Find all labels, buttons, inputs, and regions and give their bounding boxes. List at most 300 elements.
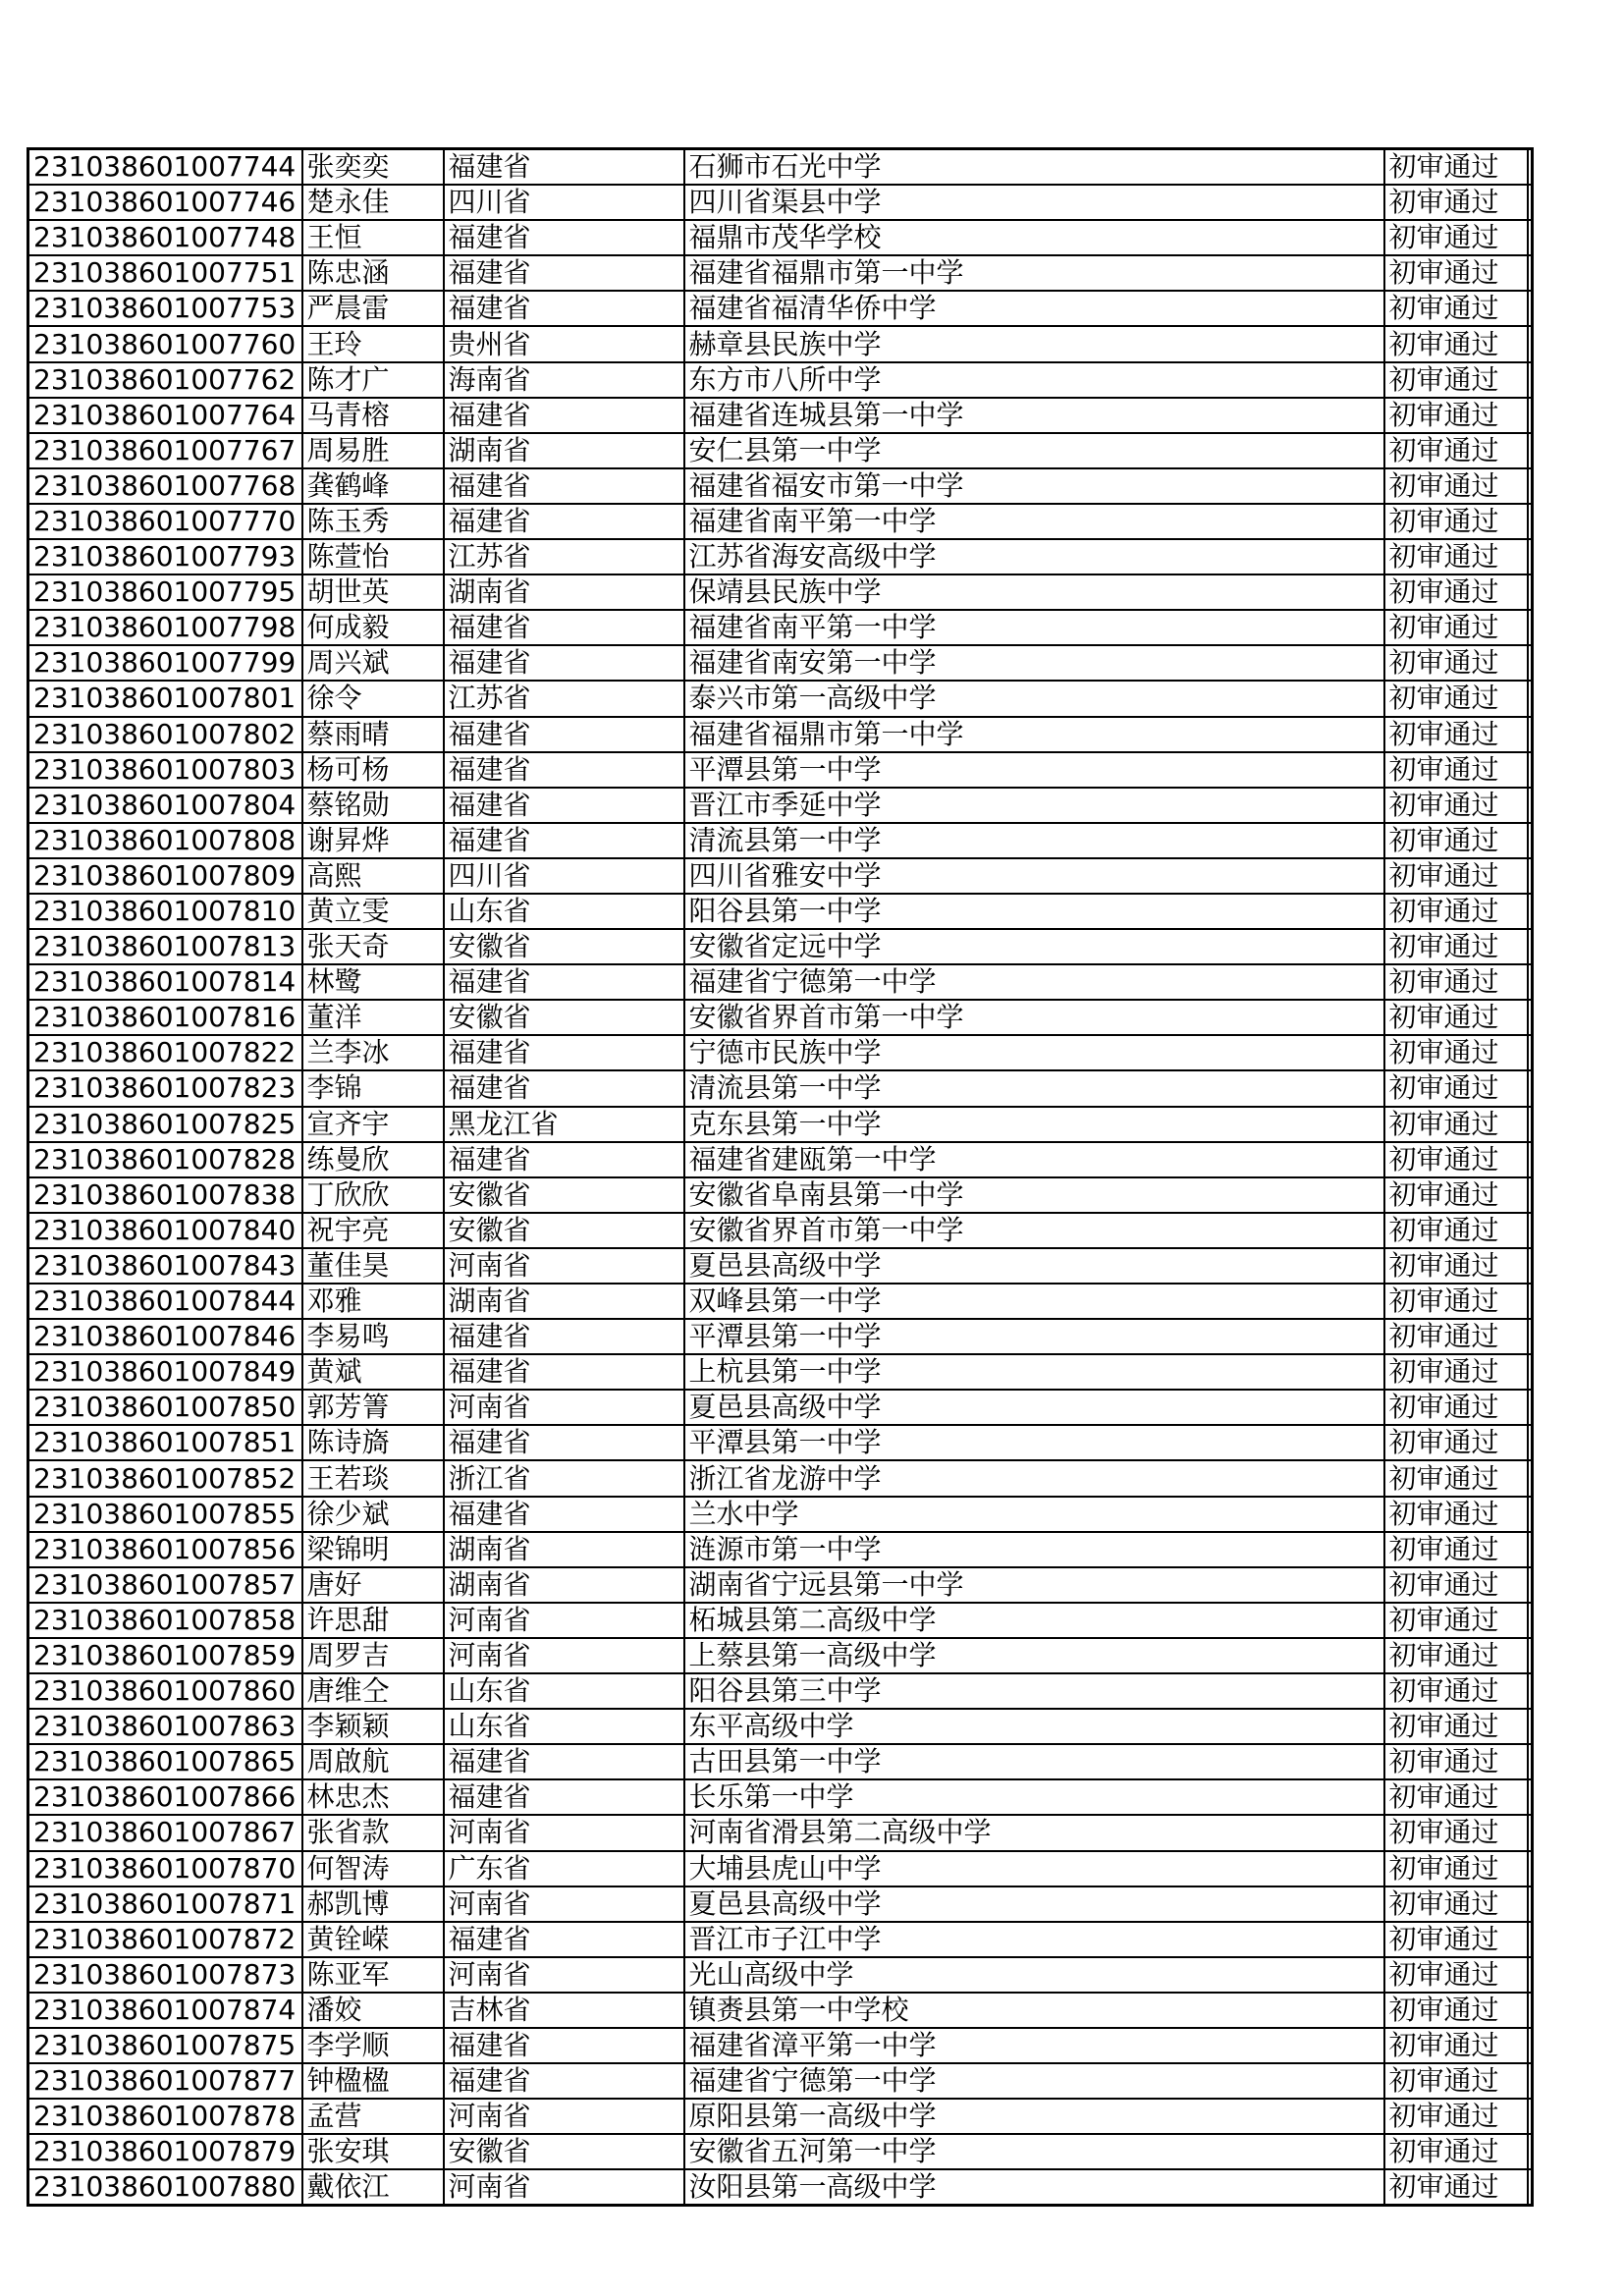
registration-number-cell: 231038601007802 bbox=[28, 717, 302, 752]
school-cell: 镇赉县第一中学校 bbox=[684, 1993, 1384, 2028]
table-row bbox=[28, 1035, 1533, 1070]
table-row bbox=[28, 1177, 1533, 1213]
status-cell: 初审通过 bbox=[1384, 1497, 1528, 1532]
status-cell: 初审通过 bbox=[1384, 574, 1528, 610]
blank-cell bbox=[1528, 717, 1533, 752]
name-cell: 黄铨嵘 bbox=[302, 1922, 444, 1957]
province-cell: 河南省 bbox=[444, 1638, 684, 1673]
province-cell: 河南省 bbox=[444, 1390, 684, 1425]
registration-number-cell: 231038601007795 bbox=[28, 574, 302, 610]
table-row bbox=[28, 1000, 1533, 1035]
table-row bbox=[28, 2134, 1533, 2169]
table-row bbox=[28, 2028, 1533, 2063]
province-cell: 四川省 bbox=[444, 185, 684, 220]
registration-number-cell: 231038601007760 bbox=[28, 326, 302, 361]
status-cell: 初审通过 bbox=[1384, 823, 1528, 858]
table-row bbox=[28, 1142, 1533, 1177]
table-row bbox=[28, 1532, 1533, 1567]
blank-cell bbox=[1528, 1957, 1533, 1993]
school-cell: 石狮市石光中学 bbox=[684, 149, 1384, 186]
status-cell: 初审通过 bbox=[1384, 1567, 1528, 1603]
table-row bbox=[28, 858, 1533, 894]
table-row bbox=[28, 362, 1533, 398]
table-row bbox=[28, 1319, 1533, 1354]
name-cell: 李颖颖 bbox=[302, 1709, 444, 1744]
blank-cell bbox=[1528, 1460, 1533, 1496]
school-cell: 浙江省龙游中学 bbox=[684, 1460, 1384, 1496]
table-row bbox=[28, 717, 1533, 752]
table-row bbox=[28, 610, 1533, 645]
registration-number-cell: 231038601007793 bbox=[28, 539, 302, 574]
school-cell: 泰兴市第一高级中学 bbox=[684, 681, 1384, 716]
name-cell: 陈诗旖 bbox=[302, 1425, 444, 1460]
name-cell: 陈萱怡 bbox=[302, 539, 444, 574]
blank-cell bbox=[1528, 433, 1533, 468]
blank-cell bbox=[1528, 1035, 1533, 1070]
status-cell: 初审通过 bbox=[1384, 2028, 1528, 2063]
registration-number-cell: 231038601007816 bbox=[28, 1000, 302, 1035]
blank-cell bbox=[1528, 398, 1533, 433]
registration-number-cell: 231038601007798 bbox=[28, 610, 302, 645]
name-cell: 徐少斌 bbox=[302, 1497, 444, 1532]
registration-number-cell: 231038601007803 bbox=[28, 752, 302, 788]
name-cell: 许思甜 bbox=[302, 1603, 444, 1638]
blank-cell bbox=[1528, 2099, 1533, 2134]
school-cell: 阳谷县第三中学 bbox=[684, 1673, 1384, 1709]
school-cell: 湖南省宁远县第一中学 bbox=[684, 1567, 1384, 1603]
blank-cell bbox=[1528, 1851, 1533, 1886]
blank-cell bbox=[1528, 1886, 1533, 1922]
registration-number-cell: 231038601007767 bbox=[28, 433, 302, 468]
blank-cell bbox=[1528, 1070, 1533, 1106]
table-row bbox=[28, 1886, 1533, 1922]
province-cell: 福建省 bbox=[444, 1425, 684, 1460]
blank-cell bbox=[1528, 1497, 1533, 1532]
school-cell: 福鼎市茂华学校 bbox=[684, 220, 1384, 255]
name-cell: 邓雅 bbox=[302, 1284, 444, 1319]
name-cell: 何智涛 bbox=[302, 1851, 444, 1886]
name-cell: 高熙 bbox=[302, 858, 444, 894]
school-cell: 福建省南安第一中学 bbox=[684, 645, 1384, 681]
table-row bbox=[28, 185, 1533, 220]
school-cell: 四川省渠县中学 bbox=[684, 185, 1384, 220]
registration-number-cell: 231038601007857 bbox=[28, 1567, 302, 1603]
province-cell: 福建省 bbox=[444, 788, 684, 823]
status-cell: 初审通过 bbox=[1384, 1354, 1528, 1390]
registration-number-cell: 231038601007846 bbox=[28, 1319, 302, 1354]
registration-number-cell: 231038601007825 bbox=[28, 1107, 302, 1142]
name-cell: 黄斌 bbox=[302, 1354, 444, 1390]
name-cell: 谢昇烨 bbox=[302, 823, 444, 858]
name-cell: 何成毅 bbox=[302, 610, 444, 645]
province-cell: 福建省 bbox=[444, 717, 684, 752]
registration-number-cell: 231038601007801 bbox=[28, 681, 302, 716]
province-cell: 福建省 bbox=[444, 255, 684, 291]
school-cell: 福建省福鼎市第一中学 bbox=[684, 717, 1384, 752]
table-row bbox=[28, 1815, 1533, 1850]
registration-number-cell: 231038601007875 bbox=[28, 2028, 302, 2063]
registration-number-cell: 231038601007828 bbox=[28, 1142, 302, 1177]
table-row bbox=[28, 894, 1533, 929]
school-cell: 柘城县第二高级中学 bbox=[684, 1603, 1384, 1638]
province-cell: 福建省 bbox=[444, 398, 684, 433]
school-cell: 福建省连城县第一中学 bbox=[684, 398, 1384, 433]
province-cell: 福建省 bbox=[444, 1142, 684, 1177]
name-cell: 董佳昊 bbox=[302, 1248, 444, 1284]
table-row bbox=[28, 291, 1533, 326]
name-cell: 胡世英 bbox=[302, 574, 444, 610]
school-cell: 安徽省五河第一中学 bbox=[684, 2134, 1384, 2169]
province-cell: 福建省 bbox=[444, 1035, 684, 1070]
school-cell: 夏邑县高级中学 bbox=[684, 1390, 1384, 1425]
name-cell: 戴依江 bbox=[302, 2169, 444, 2206]
province-cell: 福建省 bbox=[444, 823, 684, 858]
blank-cell bbox=[1528, 1673, 1533, 1709]
name-cell: 马青榕 bbox=[302, 398, 444, 433]
province-cell: 山东省 bbox=[444, 894, 684, 929]
registration-number-cell: 231038601007872 bbox=[28, 1922, 302, 1957]
table-row bbox=[28, 1070, 1533, 1106]
blank-cell bbox=[1528, 149, 1533, 186]
name-cell: 周罗吉 bbox=[302, 1638, 444, 1673]
school-cell: 长乐第一中学 bbox=[684, 1779, 1384, 1815]
table-row bbox=[28, 326, 1533, 361]
registration-number-cell: 231038601007748 bbox=[28, 220, 302, 255]
registration-number-cell: 231038601007753 bbox=[28, 291, 302, 326]
school-cell: 古田县第一中学 bbox=[684, 1744, 1384, 1779]
registration-number-cell: 231038601007856 bbox=[28, 1532, 302, 1567]
blank-cell bbox=[1528, 610, 1533, 645]
registration-number-cell: 231038601007860 bbox=[28, 1673, 302, 1709]
province-cell: 福建省 bbox=[444, 1744, 684, 1779]
school-cell: 晋江市季延中学 bbox=[684, 788, 1384, 823]
table-row bbox=[28, 1248, 1533, 1284]
school-cell: 汝阳县第一高级中学 bbox=[684, 2169, 1384, 2206]
blank-cell bbox=[1528, 1319, 1533, 1354]
status-cell: 初审通过 bbox=[1384, 2099, 1528, 2134]
province-cell: 浙江省 bbox=[444, 1460, 684, 1496]
province-cell: 河南省 bbox=[444, 1603, 684, 1638]
name-cell: 丁欣欣 bbox=[302, 1177, 444, 1213]
school-cell: 清流县第一中学 bbox=[684, 1070, 1384, 1106]
registration-number-cell: 231038601007871 bbox=[28, 1886, 302, 1922]
province-cell: 河南省 bbox=[444, 1248, 684, 1284]
name-cell: 张省款 bbox=[302, 1815, 444, 1850]
name-cell: 黄立雯 bbox=[302, 894, 444, 929]
school-cell: 河南省滑县第二高级中学 bbox=[684, 1815, 1384, 1850]
province-cell: 山东省 bbox=[444, 1673, 684, 1709]
table-row bbox=[28, 2169, 1533, 2206]
school-cell: 克东县第一中学 bbox=[684, 1107, 1384, 1142]
province-cell: 广东省 bbox=[444, 1851, 684, 1886]
table-row bbox=[28, 2063, 1533, 2099]
school-cell: 福建省漳平第一中学 bbox=[684, 2028, 1384, 2063]
status-cell: 初审通过 bbox=[1384, 255, 1528, 291]
table-row bbox=[28, 1603, 1533, 1638]
registration-number-cell: 231038601007859 bbox=[28, 1638, 302, 1673]
school-cell: 福建省福安市第一中学 bbox=[684, 468, 1384, 504]
name-cell: 林忠杰 bbox=[302, 1779, 444, 1815]
name-cell: 唐维仝 bbox=[302, 1673, 444, 1709]
blank-cell bbox=[1528, 1177, 1533, 1213]
province-cell: 贵州省 bbox=[444, 326, 684, 361]
blank-cell bbox=[1528, 1248, 1533, 1284]
table-row bbox=[28, 1851, 1533, 1886]
province-cell: 福建省 bbox=[444, 291, 684, 326]
blank-cell bbox=[1528, 1779, 1533, 1815]
school-cell: 上蔡县第一高级中学 bbox=[684, 1638, 1384, 1673]
blank-cell bbox=[1528, 185, 1533, 220]
status-cell: 初审通过 bbox=[1384, 468, 1528, 504]
blank-cell bbox=[1528, 1142, 1533, 1177]
status-cell: 初审通过 bbox=[1384, 1213, 1528, 1248]
province-cell: 湖南省 bbox=[444, 1532, 684, 1567]
name-cell: 祝宇亮 bbox=[302, 1213, 444, 1248]
registration-number-cell: 231038601007822 bbox=[28, 1035, 302, 1070]
blank-cell bbox=[1528, 362, 1533, 398]
name-cell: 张奕奕 bbox=[302, 149, 444, 186]
school-cell: 福建省宁德第一中学 bbox=[684, 2063, 1384, 2099]
school-cell: 福建省福清华侨中学 bbox=[684, 291, 1384, 326]
blank-cell bbox=[1528, 255, 1533, 291]
status-cell: 初审通过 bbox=[1384, 291, 1528, 326]
table-row bbox=[28, 2099, 1533, 2134]
status-cell: 初审通过 bbox=[1384, 894, 1528, 929]
province-cell: 湖南省 bbox=[444, 433, 684, 468]
province-cell: 海南省 bbox=[444, 362, 684, 398]
registration-number-cell: 231038601007878 bbox=[28, 2099, 302, 2134]
school-cell: 福建省宁德第一中学 bbox=[684, 964, 1384, 1000]
province-cell: 福建省 bbox=[444, 2063, 684, 2099]
table-row bbox=[28, 398, 1533, 433]
status-cell: 初审通过 bbox=[1384, 788, 1528, 823]
blank-cell bbox=[1528, 964, 1533, 1000]
province-cell: 湖南省 bbox=[444, 1567, 684, 1603]
name-cell: 周兴斌 bbox=[302, 645, 444, 681]
table-row bbox=[28, 1284, 1533, 1319]
table-row bbox=[28, 255, 1533, 291]
province-cell: 四川省 bbox=[444, 858, 684, 894]
registration-number-cell: 231038601007879 bbox=[28, 2134, 302, 2169]
name-cell: 郭芳箐 bbox=[302, 1390, 444, 1425]
blank-cell bbox=[1528, 929, 1533, 964]
status-cell: 初审通过 bbox=[1384, 1177, 1528, 1213]
status-cell: 初审通过 bbox=[1384, 2169, 1528, 2206]
status-cell: 初审通过 bbox=[1384, 1142, 1528, 1177]
table-row bbox=[28, 929, 1533, 964]
status-cell: 初审通过 bbox=[1384, 1070, 1528, 1106]
school-cell: 光山高级中学 bbox=[684, 1957, 1384, 1993]
registration-number-cell: 231038601007762 bbox=[28, 362, 302, 398]
blank-cell bbox=[1528, 1532, 1533, 1567]
province-cell: 安徽省 bbox=[444, 1213, 684, 1248]
registration-number-cell: 231038601007843 bbox=[28, 1248, 302, 1284]
table-row bbox=[28, 1673, 1533, 1709]
province-cell: 河南省 bbox=[444, 2169, 684, 2206]
school-cell: 宁德市民族中学 bbox=[684, 1035, 1384, 1070]
status-cell: 初审通过 bbox=[1384, 645, 1528, 681]
school-cell: 安徽省界首市第一中学 bbox=[684, 1000, 1384, 1035]
status-cell: 初审通过 bbox=[1384, 398, 1528, 433]
blank-cell bbox=[1528, 468, 1533, 504]
name-cell: 陈亚军 bbox=[302, 1957, 444, 1993]
blank-cell bbox=[1528, 681, 1533, 716]
table-row bbox=[28, 1638, 1533, 1673]
province-cell: 吉林省 bbox=[444, 1993, 684, 2028]
province-cell: 福建省 bbox=[444, 1070, 684, 1106]
name-cell: 王玲 bbox=[302, 326, 444, 361]
blank-cell bbox=[1528, 2169, 1533, 2206]
status-cell: 初审通过 bbox=[1384, 1815, 1528, 1850]
province-cell: 安徽省 bbox=[444, 1000, 684, 1035]
status-cell: 初审通过 bbox=[1384, 433, 1528, 468]
table-row bbox=[28, 468, 1533, 504]
province-cell: 江苏省 bbox=[444, 681, 684, 716]
name-cell: 王恒 bbox=[302, 220, 444, 255]
blank-cell bbox=[1528, 752, 1533, 788]
school-cell: 安徽省阜南县第一中学 bbox=[684, 1177, 1384, 1213]
school-cell: 江苏省海安高级中学 bbox=[684, 539, 1384, 574]
school-cell: 平潭县第一中学 bbox=[684, 1319, 1384, 1354]
school-cell: 福建省南平第一中学 bbox=[684, 504, 1384, 539]
status-cell: 初审通过 bbox=[1384, 1993, 1528, 2028]
school-cell: 双峰县第一中学 bbox=[684, 1284, 1384, 1319]
school-cell: 平潭县第一中学 bbox=[684, 752, 1384, 788]
school-cell: 福建省福鼎市第一中学 bbox=[684, 255, 1384, 291]
name-cell: 潘姣 bbox=[302, 1993, 444, 2028]
school-cell: 阳谷县第一中学 bbox=[684, 894, 1384, 929]
blank-cell bbox=[1528, 1603, 1533, 1638]
status-cell: 初审通过 bbox=[1384, 1638, 1528, 1673]
status-cell: 初审通过 bbox=[1384, 1460, 1528, 1496]
registration-number-cell: 231038601007865 bbox=[28, 1744, 302, 1779]
table-row bbox=[28, 1779, 1533, 1815]
blank-cell bbox=[1528, 1425, 1533, 1460]
status-cell: 初审通过 bbox=[1384, 1673, 1528, 1709]
table-row bbox=[28, 1213, 1533, 1248]
table-row bbox=[28, 964, 1533, 1000]
registration-number-cell: 231038601007850 bbox=[28, 1390, 302, 1425]
registration-number-cell: 231038601007855 bbox=[28, 1497, 302, 1532]
name-cell: 龚鹤峰 bbox=[302, 468, 444, 504]
blank-cell bbox=[1528, 1922, 1533, 1957]
name-cell: 蔡雨晴 bbox=[302, 717, 444, 752]
school-cell: 兰水中学 bbox=[684, 1497, 1384, 1532]
table-row bbox=[28, 1497, 1533, 1532]
table-row bbox=[28, 1922, 1533, 1957]
province-cell: 黑龙江省 bbox=[444, 1107, 684, 1142]
registration-number-cell: 231038601007751 bbox=[28, 255, 302, 291]
status-cell: 初审通过 bbox=[1384, 1886, 1528, 1922]
results-table bbox=[27, 147, 1534, 2207]
status-cell: 初审通过 bbox=[1384, 1744, 1528, 1779]
province-cell: 湖南省 bbox=[444, 574, 684, 610]
status-cell: 初审通过 bbox=[1384, 539, 1528, 574]
blank-cell bbox=[1528, 1709, 1533, 1744]
registration-number-cell: 231038601007877 bbox=[28, 2063, 302, 2099]
name-cell: 张天奇 bbox=[302, 929, 444, 964]
blank-cell bbox=[1528, 1000, 1533, 1035]
registration-number-cell: 231038601007808 bbox=[28, 823, 302, 858]
status-cell: 初审通过 bbox=[1384, 610, 1528, 645]
province-cell: 福建省 bbox=[444, 468, 684, 504]
province-cell: 安徽省 bbox=[444, 2134, 684, 2169]
registration-number-cell: 231038601007874 bbox=[28, 1993, 302, 2028]
blank-cell bbox=[1528, 1390, 1533, 1425]
name-cell: 唐好 bbox=[302, 1567, 444, 1603]
status-cell: 初审通过 bbox=[1384, 1532, 1528, 1567]
name-cell: 杨可杨 bbox=[302, 752, 444, 788]
school-cell: 安徽省定远中学 bbox=[684, 929, 1384, 964]
status-cell: 初审通过 bbox=[1384, 1000, 1528, 1035]
province-cell: 福建省 bbox=[444, 645, 684, 681]
registration-number-cell: 231038601007880 bbox=[28, 2169, 302, 2206]
name-cell: 郝凯博 bbox=[302, 1886, 444, 1922]
table-row bbox=[28, 1354, 1533, 1390]
province-cell: 福建省 bbox=[444, 752, 684, 788]
status-cell: 初审通过 bbox=[1384, 2134, 1528, 2169]
name-cell: 李锦 bbox=[302, 1070, 444, 1106]
registration-number-cell: 231038601007804 bbox=[28, 788, 302, 823]
name-cell: 钟楹楹 bbox=[302, 2063, 444, 2099]
province-cell: 福建省 bbox=[444, 220, 684, 255]
registration-number-cell: 231038601007764 bbox=[28, 398, 302, 433]
school-cell: 晋江市子江中学 bbox=[684, 1922, 1384, 1957]
registration-number-cell: 231038601007810 bbox=[28, 894, 302, 929]
status-cell: 初审通过 bbox=[1384, 1957, 1528, 1993]
name-cell: 徐令 bbox=[302, 681, 444, 716]
blank-cell bbox=[1528, 1638, 1533, 1673]
school-cell: 福建省南平第一中学 bbox=[684, 610, 1384, 645]
province-cell: 河南省 bbox=[444, 2099, 684, 2134]
status-cell: 初审通过 bbox=[1384, 1922, 1528, 1957]
blank-cell bbox=[1528, 326, 1533, 361]
school-cell: 夏邑县高级中学 bbox=[684, 1248, 1384, 1284]
name-cell: 周易胜 bbox=[302, 433, 444, 468]
school-cell: 原阳县第一高级中学 bbox=[684, 2099, 1384, 2134]
name-cell: 严晨雷 bbox=[302, 291, 444, 326]
blank-cell bbox=[1528, 1993, 1533, 2028]
province-cell: 安徽省 bbox=[444, 929, 684, 964]
province-cell: 河南省 bbox=[444, 1886, 684, 1922]
name-cell: 孟营 bbox=[302, 2099, 444, 2134]
blank-cell bbox=[1528, 1744, 1533, 1779]
name-cell: 蔡铭勋 bbox=[302, 788, 444, 823]
name-cell: 陈玉秀 bbox=[302, 504, 444, 539]
province-cell: 河南省 bbox=[444, 1815, 684, 1850]
blank-cell bbox=[1528, 858, 1533, 894]
name-cell: 兰李冰 bbox=[302, 1035, 444, 1070]
province-cell: 福建省 bbox=[444, 504, 684, 539]
name-cell: 董洋 bbox=[302, 1000, 444, 1035]
registration-number-cell: 231038601007814 bbox=[28, 964, 302, 1000]
name-cell: 宣齐宇 bbox=[302, 1107, 444, 1142]
name-cell: 林鹭 bbox=[302, 964, 444, 1000]
registration-number-cell: 231038601007799 bbox=[28, 645, 302, 681]
province-cell: 福建省 bbox=[444, 610, 684, 645]
table-row bbox=[28, 788, 1533, 823]
name-cell: 李易鸣 bbox=[302, 1319, 444, 1354]
school-cell: 大埔县虎山中学 bbox=[684, 1851, 1384, 1886]
blank-cell bbox=[1528, 1815, 1533, 1850]
blank-cell bbox=[1528, 2134, 1533, 2169]
name-cell: 张安琪 bbox=[302, 2134, 444, 2169]
registration-number-cell: 231038601007746 bbox=[28, 185, 302, 220]
school-cell: 涟源市第一中学 bbox=[684, 1532, 1384, 1567]
school-cell: 清流县第一中学 bbox=[684, 823, 1384, 858]
status-cell: 初审通过 bbox=[1384, 1425, 1528, 1460]
blank-cell bbox=[1528, 2063, 1533, 2099]
